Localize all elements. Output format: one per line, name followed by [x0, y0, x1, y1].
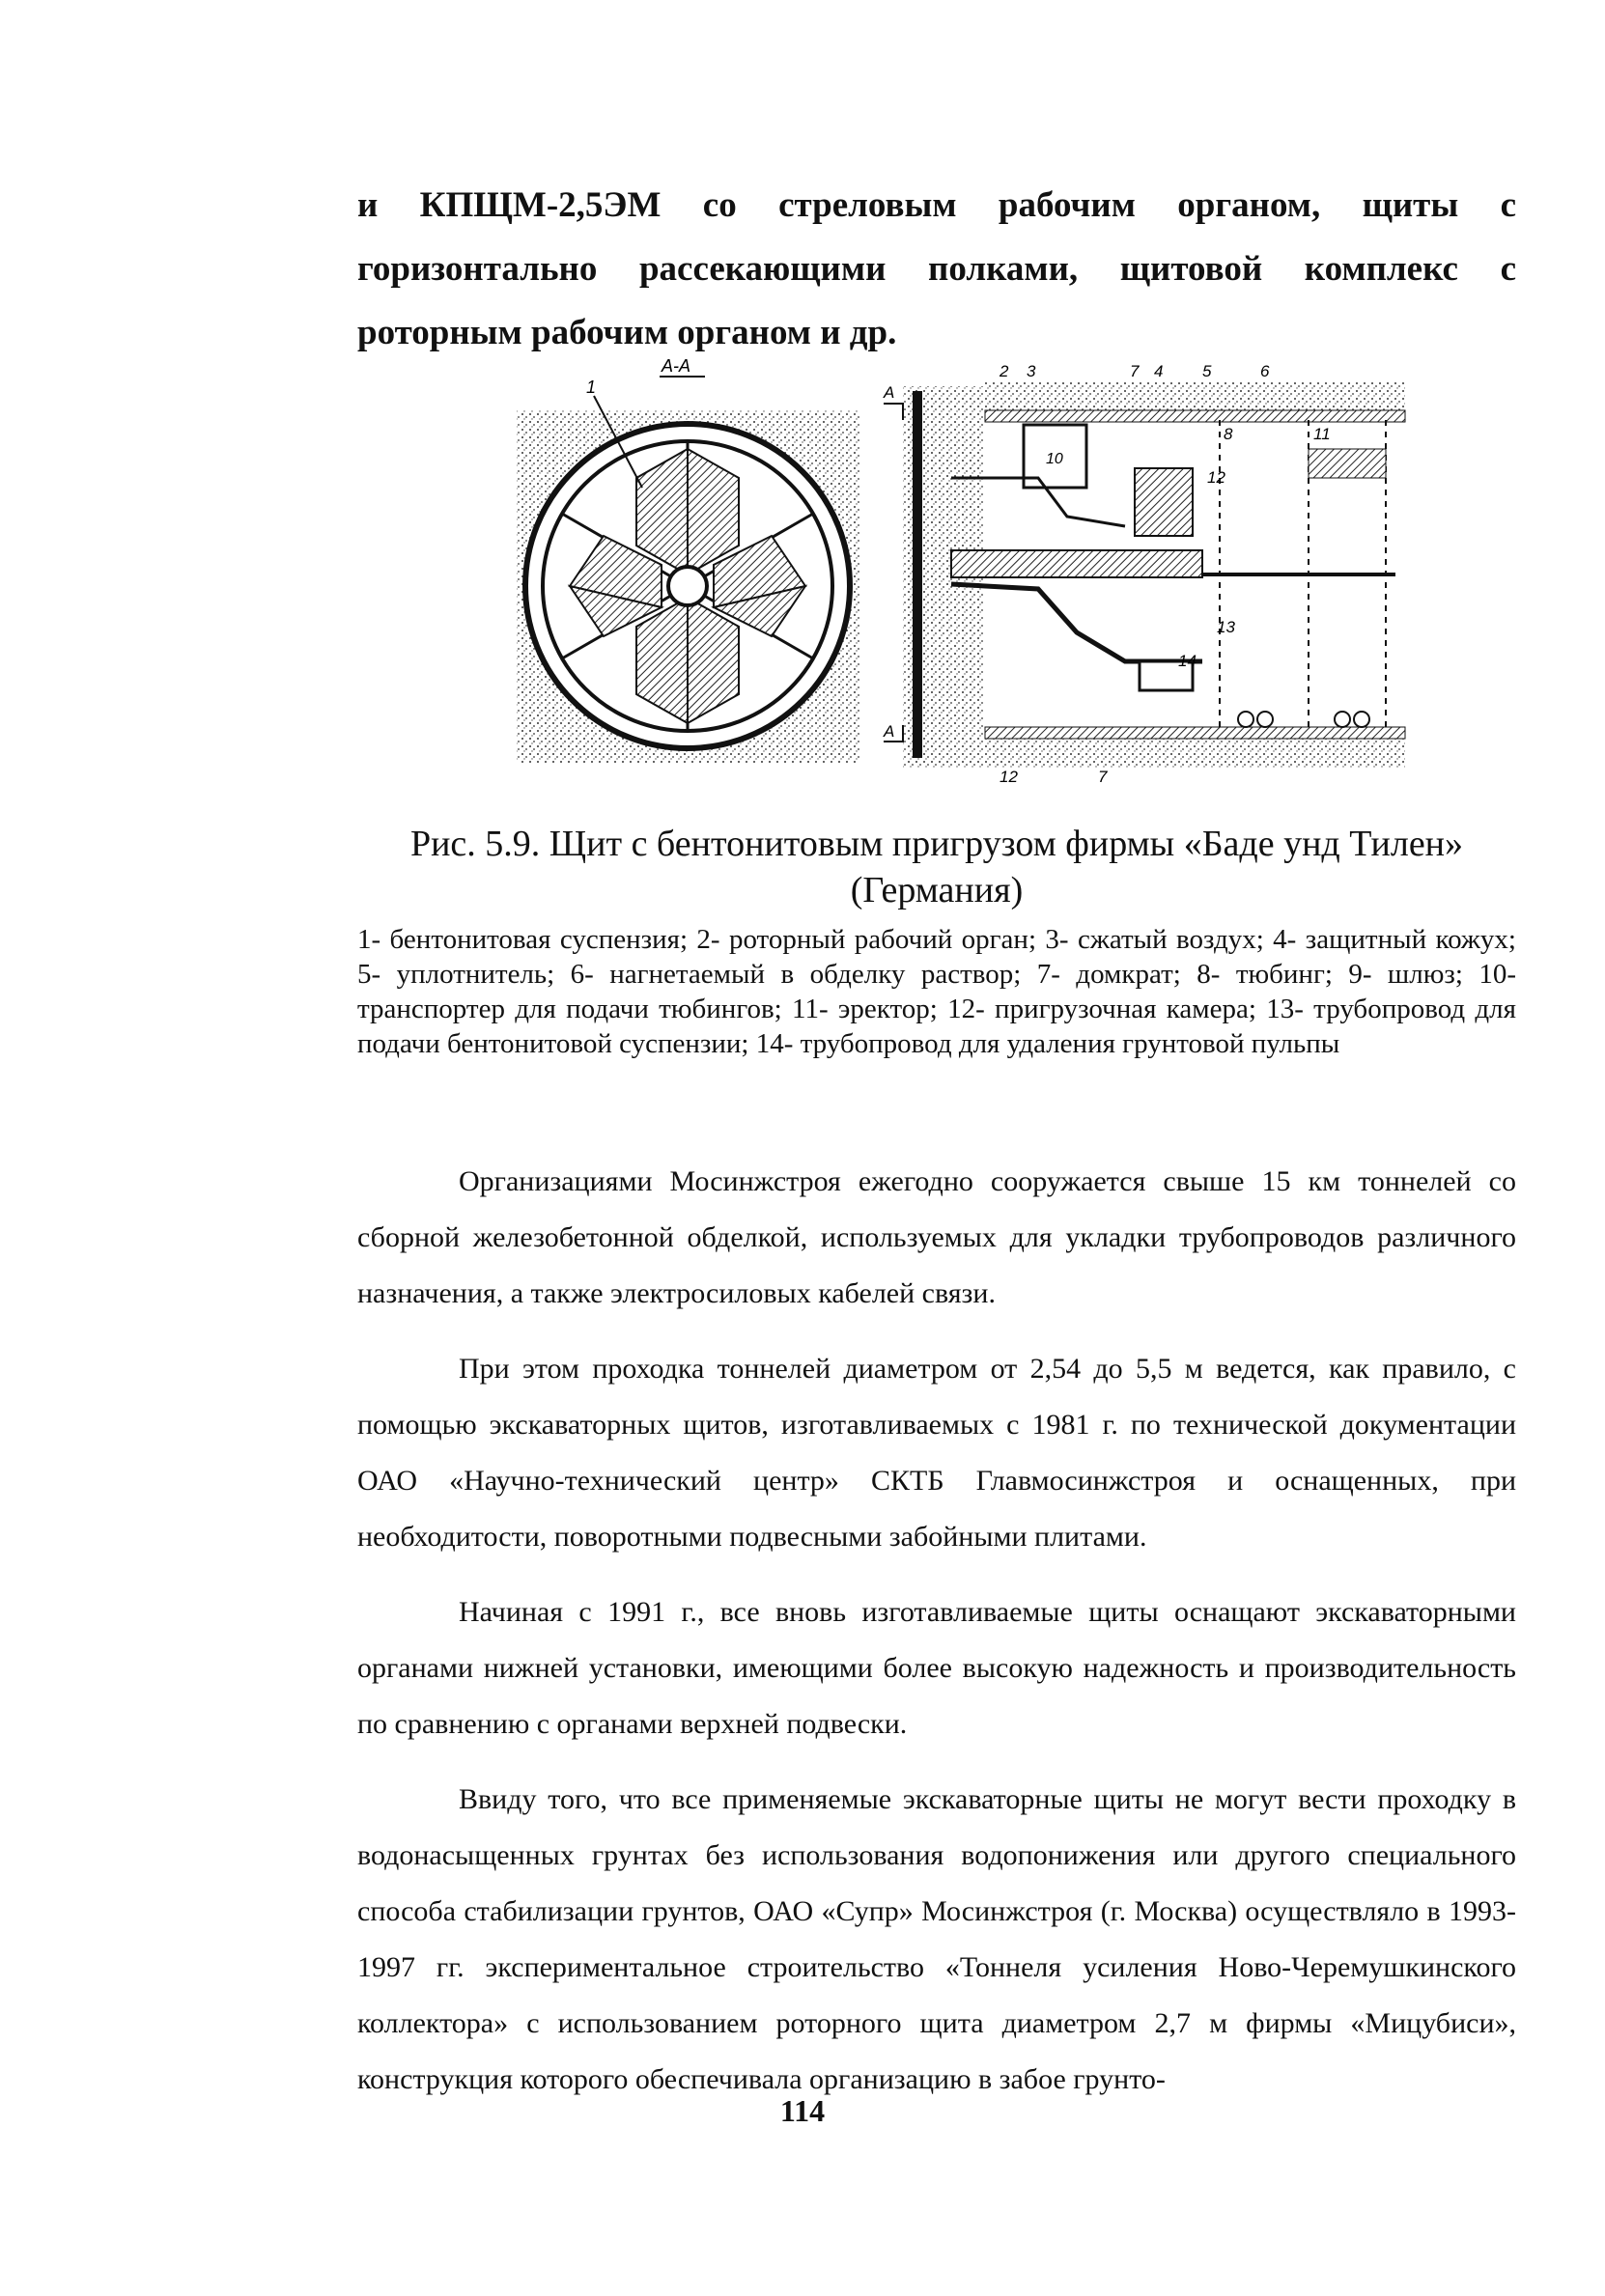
callout-2: 2: [1000, 362, 1009, 380]
figure-legend: 1- бентонитовая суспензия; 2- роторный рабочий орган; 3- сжатый воздух; 4- защитный кожух; 5- уплотнитель; 6- нагнетаемый в обделку раствор; 7- домкрат; 8- тюбинг; 9- шлюз; 10- транспортер для подачи тюбингов; 11- эректор; 12- пригрузочная камера; 13- трубопровод для подачи бентонитовой суспензии; 14- трубопровод для удаления грунтовой пульпы: [357, 924, 1516, 1059]
callout-4: 4: [1154, 362, 1164, 380]
section-mark-bottom: А: [884, 722, 895, 741]
callout-8: 8: [1224, 425, 1233, 443]
paragraph: Ввиду того, что все применяемые экскаваторные щиты не могут вести проходку в водонасыщенных грунтах без использования водопонижения или другого специального способа стабилизации грунтов, ОАО «Супр» Мосинжстроя (г. Москва) осуществляло в 1993-1997 гг. экспериментальное строительство «Тоннеля усиления Ново-Черемушкинского коллектора» с использованием роторного щита диаметром 2,7 м фирмы «Мицубиси», конструкция которого обеспечивала организацию в забое грунто-: [357, 1783, 1516, 2095]
callout-5: 5: [1202, 362, 1212, 380]
section-mark-top: А: [884, 383, 895, 402]
callout-14: 13: [1217, 618, 1235, 636]
shield-figure: [497, 343, 1415, 787]
paragraph: Начиная с 1991 г., все вновь изготавливаемые щиты оснащают экскаваторными органами нижней установки, имеющими более высокую надежность и производительность по сравнению с органами верхней подвески.: [357, 1596, 1516, 1740]
callout-7-top: 7: [1130, 362, 1140, 380]
callout-1: 1: [586, 378, 597, 397]
page-number: 114: [779, 2093, 826, 2128]
body-text: [357, 1154, 1516, 2127]
callout-3: 3: [1027, 362, 1036, 380]
callout-11: 12: [1207, 468, 1225, 487]
section-view: [517, 356, 859, 763]
figure-caption: Рис. 5.9. Щит с бентонитовым пригрузом фирмы «Баде унд Тилен» (Германия): [409, 824, 1464, 910]
longitudinal-view: [883, 362, 1405, 786]
callout-13: 14: [1178, 652, 1197, 670]
section-label: А-А: [662, 356, 691, 376]
callout-12: 12: [1000, 768, 1018, 786]
callout-7-bottom: 7: [1098, 768, 1108, 786]
callout-9: 10: [1046, 451, 1063, 467]
paragraph: При этом проходка тоннелей диаметром от 2,54 до 5,5 м ведется, как правило, с помощью экскаваторных щитов, изготавливаемых с 1981 г. по технической документации ОАО «Научно-технический центр» СКТБ Главмосинжстроя и оснащенных, при необходитости, поворотными подвесными забойными плитами.: [357, 1353, 1516, 1553]
callout-10: 11: [1313, 425, 1331, 443]
callout-6: 6: [1260, 362, 1270, 380]
paragraph: Организациями Мосинжстроя ежегодно сооружается свыше 15 км тоннелей со сборной железобетонной обделкой, используемых для укладки трубопроводов различного назначения, а также электросиловых кабелей связи.: [357, 1165, 1516, 1309]
intro-paragraph: и КПЩМ-2,5ЭМ со стреловым рабочим органом, щиты с горизонтально рассекающими полками, щитовой комплекс с роторным рабочим органом и др.: [357, 185, 1516, 352]
